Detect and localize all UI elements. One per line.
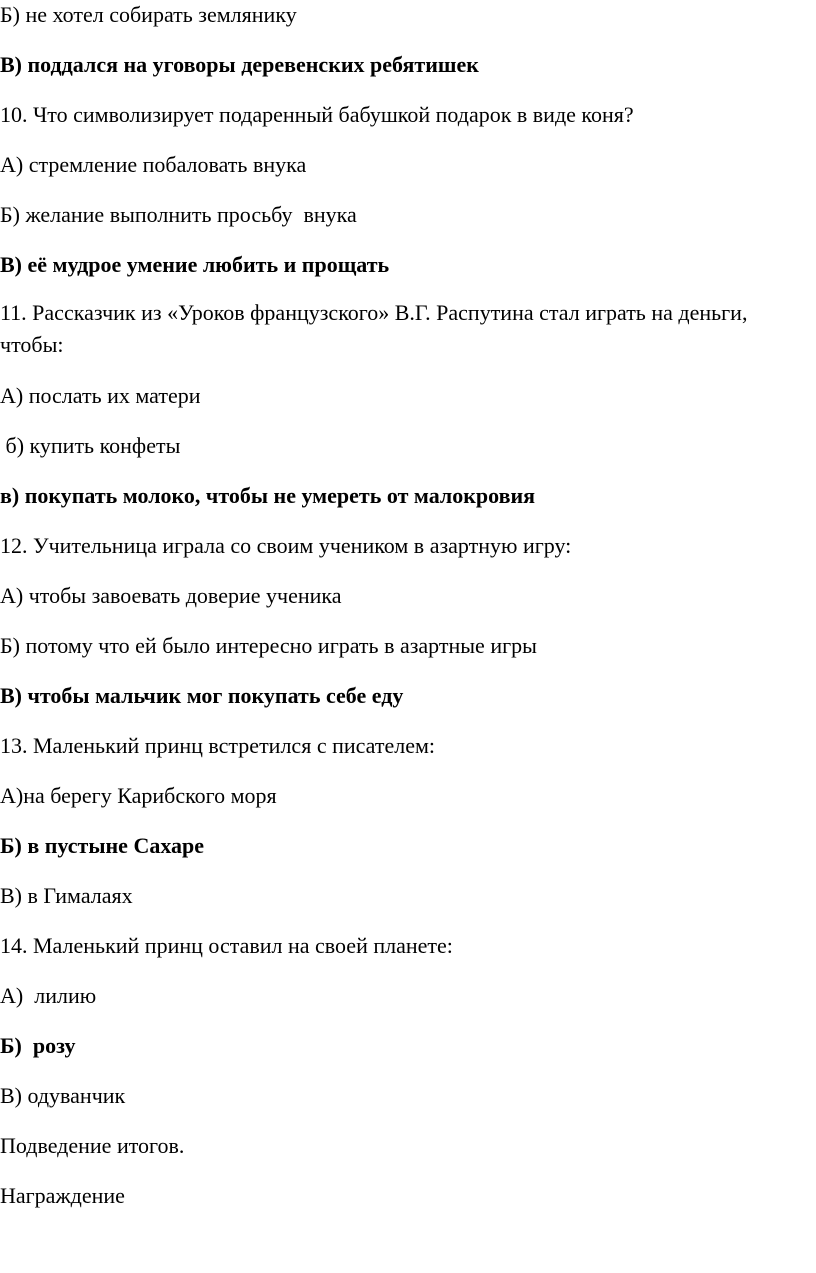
answer-option: В) в Гималаях [0,883,133,908]
awards-heading: Награждение [0,1183,125,1208]
answer-option: В) одуванчик [0,1083,126,1108]
answer-option: б) купить конфеты [0,433,181,458]
question-13: 13. Маленький принц встретился с писателем: [0,733,436,758]
question-10: 10. Что символизирует подаренный бабушкой подарок в виде коня? [0,102,634,127]
answer-option: Б) потому что ей было интересно играть в азартные игры [0,633,537,658]
answer-option: Б) не хотел собирать землянику [0,2,297,27]
correct-answer: В) чтобы мальчик мог покупать себе еду [0,683,404,708]
question-12: 12. Учительница играла со своим учеником в азартную игру: [0,533,572,558]
correct-answer: Б) розу [0,1033,76,1058]
answer-option: А)на берегу Карибского моря [0,783,277,808]
correct-answer: Б) в пустыне Сахаре [0,833,205,858]
correct-answer: В) её мудрое умение любить и прощать [0,252,390,277]
question-14: 14. Маленький принц оставил на своей планете: [0,933,453,958]
answer-option: Б) желание выполнить просьбу внука [0,202,357,227]
summary-heading: Подведение итогов. [0,1133,185,1158]
answer-option: А) чтобы завоевать доверие ученика [0,583,342,608]
correct-answer: в) покупать молоко, чтобы не умереть от малокровия [0,483,536,508]
question-11: 11. Рассказчик из «Уроков французского» В.Г. Распутина стал играть на деньги, чтобы: [0,300,748,357]
correct-answer: В) поддался на уговоры деревенских ребятишек [0,52,479,77]
answer-option: А) лилию [0,983,97,1008]
answer-option: А) стремление побаловать внука [0,152,307,177]
answer-option: А) послать их матери [0,383,201,408]
